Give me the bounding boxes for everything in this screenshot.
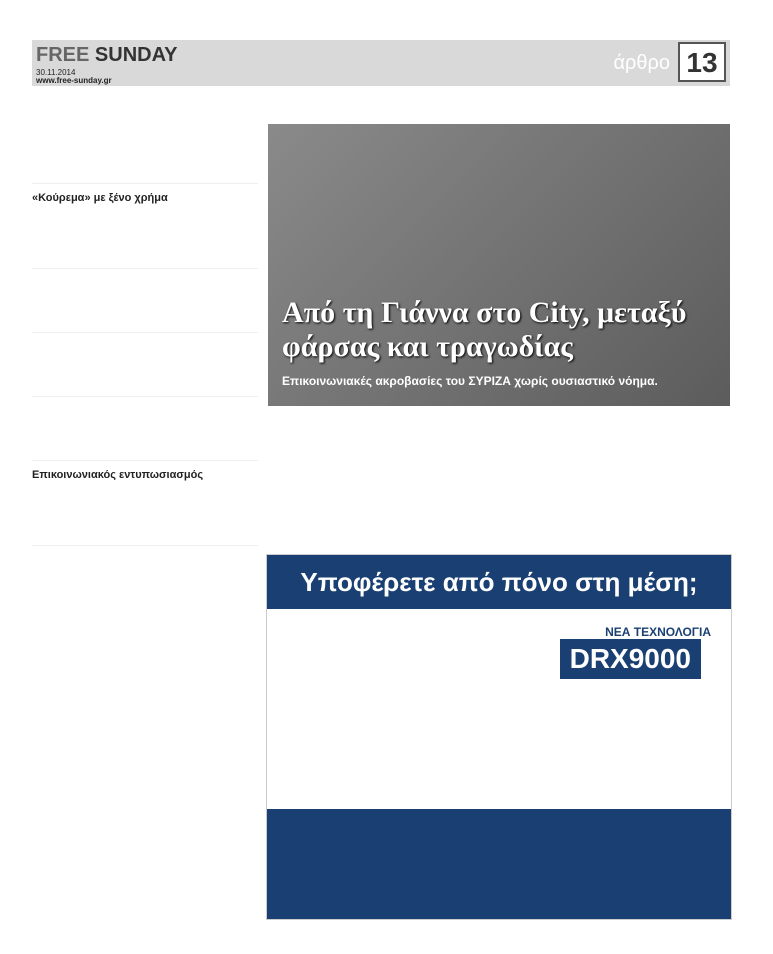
heading-2: Επικοινωνιακός εντυπωσιασμός xyxy=(32,469,204,481)
ad-headline: Υποφέρετε από πόνο στη μέση; xyxy=(267,555,731,609)
paragraph xyxy=(32,401,258,461)
ad-brand: DRX9000 xyxy=(560,639,701,679)
paragraph xyxy=(32,486,258,546)
paragraph xyxy=(32,209,258,269)
page-number: 13 xyxy=(678,42,726,82)
paragraph xyxy=(32,337,258,397)
brand xyxy=(36,44,178,67)
header xyxy=(32,40,730,86)
left-column xyxy=(32,124,258,924)
section-label: άρθρο xyxy=(613,52,670,74)
ad-tag: ΝΕΑ ΤΕΧΝΟΛΟΓΙΑ xyxy=(605,625,711,639)
paragraph xyxy=(32,273,258,333)
heading-1: «Κούρεμα» με ξένο χρήμα xyxy=(32,192,168,204)
brand-sunday: SUNDAY xyxy=(94,44,178,66)
site-url: www.free-sunday.gr xyxy=(36,76,112,85)
hero-photo xyxy=(268,124,730,406)
brand-free: FREE xyxy=(36,44,90,66)
advertisement xyxy=(266,554,732,920)
paragraph xyxy=(32,124,258,184)
article-subtitle: Επικοινωνιακές ακροβασίες του ΣΥΡΙΖΑ χωρίς ουσιαστικό νόημα. xyxy=(282,374,658,388)
ad-footer xyxy=(267,809,731,919)
article-title: Από τη Γιάννα στο City, μεταξύ φάρσας και τραγωδίας xyxy=(282,296,687,363)
issue-date: 30.11.2014 xyxy=(36,68,76,77)
